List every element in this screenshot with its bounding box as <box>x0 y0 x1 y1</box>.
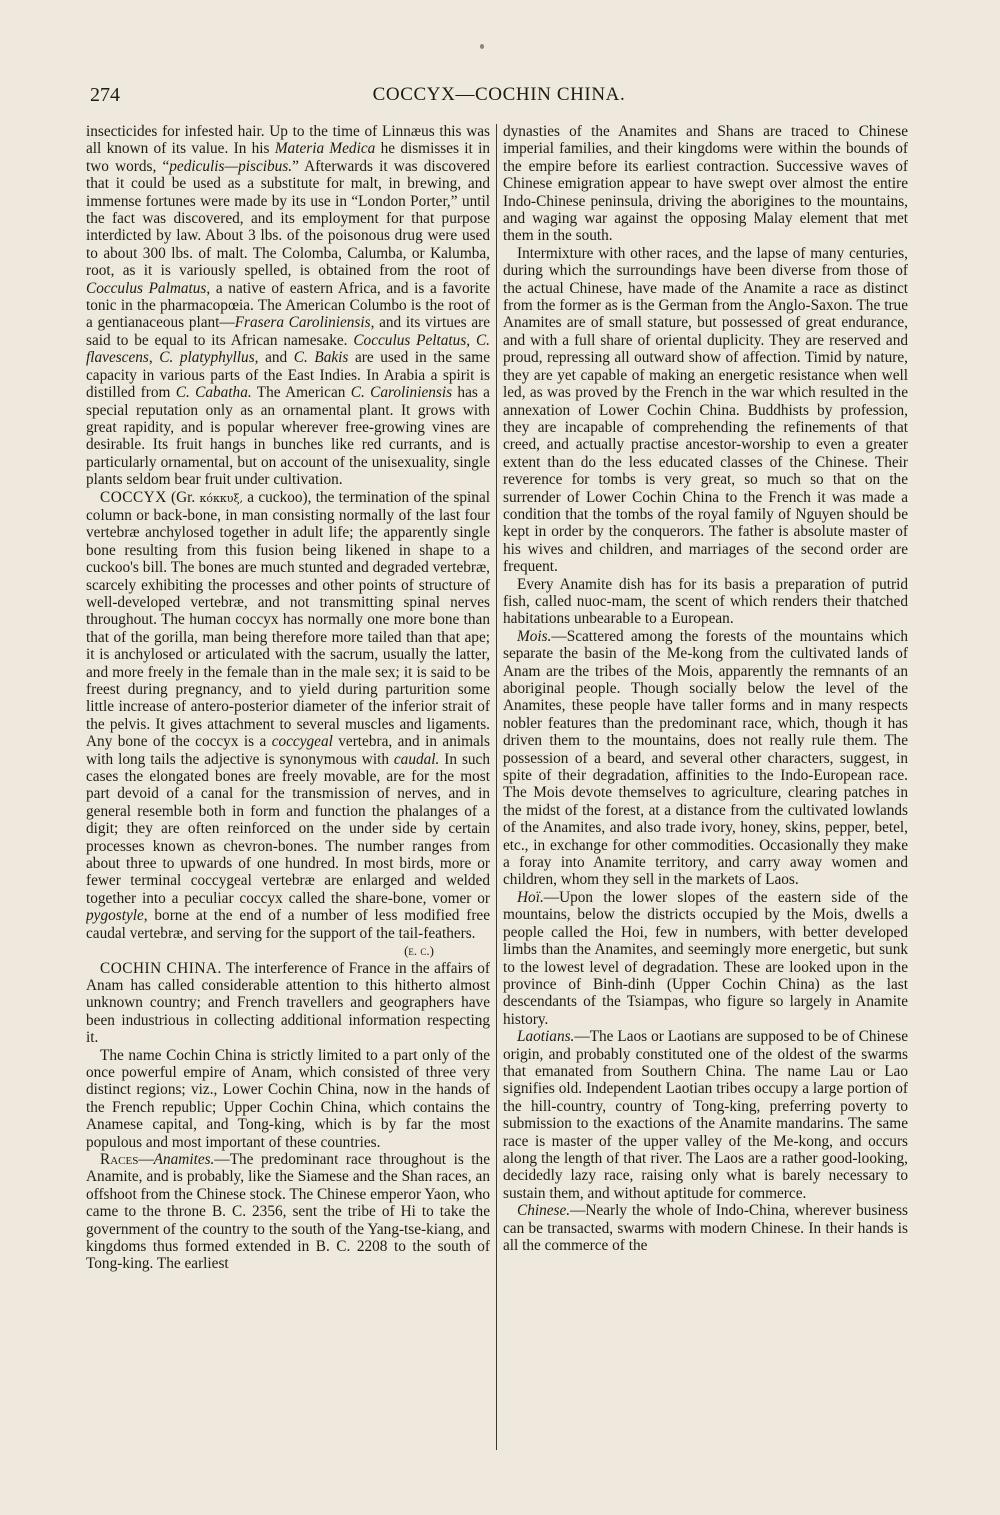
page-speck <box>480 44 484 49</box>
cochin-china-entry: COCHIN CHINA. The interference of France in the affairs of Anam has called considerable attention to this hitherto almost unknown country; and French travellers and geographers have been industrious in collecting additional information respecting it. <box>86 959 490 1047</box>
hoi-subheading: Hoï. <box>517 888 544 906</box>
column-divider <box>496 124 497 1450</box>
races-heading: Races <box>100 1150 139 1168</box>
mois-subheading: Mois. <box>517 627 552 645</box>
anamite-character-paragraph: Intermixture with other races, and the lapse of many centuries, during which the surroundings have been diverse from those of the actual Chinese, have made of the Anamite a race as distinct from the former as is the German from the Anglo-Saxon. The true Anamites are of small stature, but possessed of great endurance, and with a full share of oriental duplicity. They are reserved and proud, repressing all outward show of affection. Timid by nature, they are yet capable of making an energetic resistance when well led, as was proved by the French in the war which resulted in the annexation of Lower Cochin China. Buddhists by profession, they are incapable of comprehending the refinements of that creed, and actually practise ancestor-worship to even a greater extent than do the less educated classes of the Chinese. Their reverence for tombs is very great, so much so that on the surrender of Lower Cochin China to the French it was made a condition that the tombs of the royal family of Nguyen should be kept in order by the conquerors. The father is absolute master of his wives and children, and marriages of the second order are frequent. <box>503 244 908 576</box>
anamites-subheading: Anamites. <box>153 1150 215 1168</box>
coccyx-headword: COCCYX <box>100 488 167 506</box>
chinese-subheading: Chinese. <box>517 1202 571 1220</box>
running-title: COCCYX—COCHIN CHINA. <box>372 84 626 105</box>
coccyx-signature: (e. c.) <box>404 943 434 959</box>
coccyx-entry: COCCYX (Gr. κόκκυξ, a cuckoo), the termination of the spinal column or back-bone, in man consisting normally of the last four vertebræ anchylosed together in adult life; the apparently single bone resulting from this fusion being likened in shape to a cuckoo's bill. The bones are much stunted and degraded vertebræ, scarcely exhibiting the processes and other points of structure of well-developed vertebræ, and not transmitting spinal nerves throughout. The human coccyx has normally one more bone than that of the gorilla, man being therefore more tailed than that ape; it is anchylosed or articulated with the sacrum, usually the latter, and more freely in the female than in the male sex; it is said to be freest during pregnancy, and to yield during parturition some little increase of antero-posterior diameter of the inferior strait of the pelvis. It gives attachment to several muscles and ligaments. Any bone of the coccyx is a coccygeal vertebra, and in animals with long tails the adjective is synonymous with caudal. In such cases the elongated bones are freely movable, are for the most part devoid of a canal for the transmission of nerves, and in general resemble both in form and function the phalanges of a digit; they are often reinforced on the under side by certain processes known as chevron-bones. The number ranges from about three to upwards of one hundred. In most birds, more or fewer terminal coccygeal vertebræ are enlarged and welded together into a peculiar coccyx called the share-bone, vomer or pygostyle, borne at the end of a number of less modified free caudal vertebræ, and serving for the support of the tail-feathers. <box>86 488 490 942</box>
mois-paragraph: Mois.—Scattered among the forests of the mountains which separate the basin of the Me-kong from the cultivated lands of Anam are the tribes of the Mois, apparently the remnants of an aboriginal people. Though socially below the level of the Anamites, these people have taller forms and in many respects nobler features than the predominant race, which, though it has driven them to the mountains, does not really rule them. The possession of a beard, and several other characters, suggest, in spite of their degradation, affinities to the Indo-European race. The Mois devote themselves to agriculture, clearing patches in the midst of the forest, at a distance from the cultivated lowlands of the Anamites, and also trade ivory, honey, skins, pepper, betel, etc., in exchange for other commodities. Occasionally they make a foray into Anamite territory, and carry away women and children, whom they sell in the markets of Laos. <box>503 627 908 889</box>
left-column <box>86 123 490 1458</box>
page-number: 274 <box>90 84 120 106</box>
chinese-paragraph: Chinese.—Nearly the whole of Indo-China, wherever business can be transacted, swarms with modern Chinese. In their hands is all the commerce of the <box>503 1202 908 1254</box>
laotians-paragraph: Laotians.—The Laos or Laotians are supposed to be of Chinese origin, and probably constituted one of the oldest of the swarms that emanated from Southern China. The name Lau or Lao signifies old. Independent Laotian tribes occupy a large portion of the hill-country, country of Tong-king, preferring poverty to submission to the exactions of the Anamite mandarins. The same race is master of the upper valley of the Me-kong, and occurs along the length of that river. The Laos are a rather good-looking, decidedly lazy race, raising only what is barely necessary to sustain them, and without aptitude for commerce. <box>503 1028 908 1202</box>
cochin-china-headword: COCHIN CHINA. <box>100 959 222 977</box>
page-header <box>84 84 914 108</box>
hoi-paragraph: Hoï.—Upon the lower slopes of the eastern side of the mountains, below the districts occupied by the Mois, dwells a people called the Hoi, few in numbers, with better developed limbs than the Anamites, and seemingly more energetic, but sunk to the lowest level of degradation. These are looked upon in the province of Binh-dinh (Upper Cochin China) as the last descendants of the Tsiampas, who figure so largely in Anamite history. <box>503 888 908 1028</box>
laotians-subheading: Laotians. <box>517 1028 575 1046</box>
cochin-china-paragraph: The name Cochin China is strictly limited to a part only of the once powerful empire of Anam, which consisted of three very distinct regions; viz., Lower Cochin China, now in the hands of the French republic; Upper Cochin China, which contains the Anamese capital, and Tong-king, which is by far the most populous and most important of these countries. <box>86 1046 490 1151</box>
races-paragraph: Races—Anamites.—The predominant race throughout is the Anamite, and is probably, like the Siamese and the Shan races, an offshoot from the Chinese stock. The Chinese emperor Yaon, who came to the throne B. C. 2356, sent the tribe of Hi to take the government of the country to the south of the Yang-tse-kiang, and kingdoms thus formed extended in B. C. 2208 to the south of Tong-king. The earliest <box>86 1150 490 1273</box>
intro-paragraph: insecticides for infested hair. Up to the time of Linnæus this was all known of its value. In his Materia Medica he dismisses it in two words, “pediculis—piscibus.” Afterwards it was discovered that it could be used as a substitute for malt, in brewing, and immense fortunes were made by its use in “London Porter,” until the fact was discovered, and its employment for that purpose interdicted by law. About 3 lbs. of the poisonous drug were used to about 300 lbs. of malt. The Colomba, Calumba, or Kalumba, root, as it is variously spelled, is obtained from the root of Cocculus Palmatus, a native of eastern Africa, and is a favorite tonic in the pharmacopœia. The American Columbo is the root of a gentianaceous plant—Frasera Caroliniensis, and its virtues are said to be equal to its African namesake. Cocculus Peltatus, C. flavescens, C. platyphyllus, and C. Bakis are used in the same capacity in various parts of the East Indies. In Arabia a spirit is distilled from C. Cabatha. The American C. Caroliniensis has a special reputation only as an ornamental plant. It grows with great rapidity, and is popular wherever free-growing vines are desirable. Its fruit hangs in bunches like red currants, and is particularly ornamental, but on account of the unisexuality, single plants seldom bear fruit under cultivation. <box>86 123 490 489</box>
anamite-origins-paragraph: dynasties of the Anamites and Shans are traced to Chinese imperial families, and their kingdoms were within the bounds of the empire before its earliest contraction. Successive waves of Chinese emigration appear to have swept over almost the entire Indo-Chinese peninsula, driving the aborigines to the mountains, and waging war against the opposing Malay element that met them in the south. <box>503 123 908 245</box>
right-column <box>503 123 908 1458</box>
anamite-diet-paragraph: Every Anamite dish has for its basis a preparation of putrid fish, called nuoc-mam, the scent of which renders their thatched habitations unbearable to a European. <box>503 575 908 628</box>
